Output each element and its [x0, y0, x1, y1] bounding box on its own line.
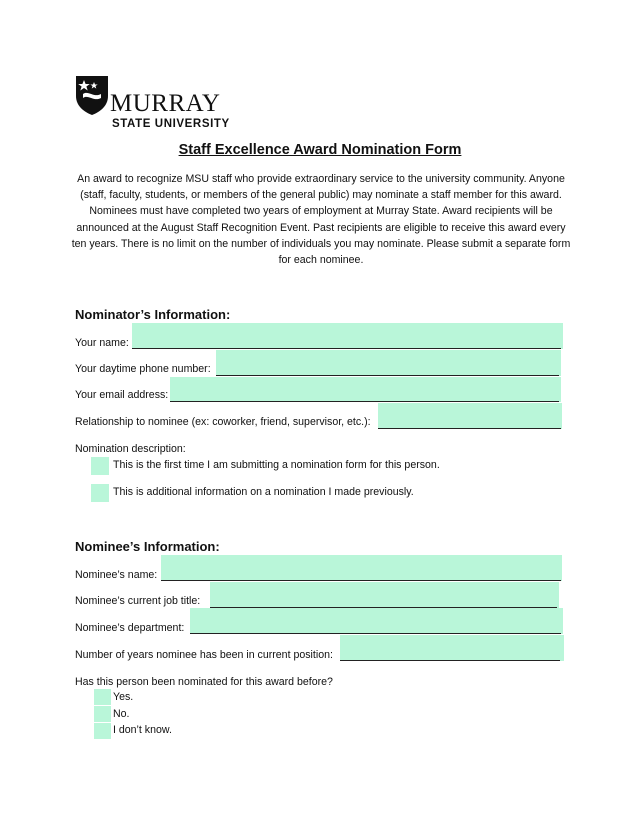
- prior-no-label: No.: [113, 708, 130, 720]
- page-title: Staff Excellence Award Nomination Form: [178, 142, 462, 158]
- description-label: Nomination description:: [75, 443, 186, 455]
- relationship-row: [75, 416, 371, 428]
- underline: [190, 633, 561, 634]
- email-row: [75, 389, 168, 401]
- job-title-row: [75, 595, 200, 607]
- email-label: Your email address:: [75, 389, 169, 401]
- nominee-heading: Nominee’s Information:: [75, 539, 220, 554]
- first-time-option-label: This is the first time I am submitting a nomination form for this person.: [113, 459, 440, 471]
- underline: [170, 401, 559, 402]
- phone-row: [75, 363, 211, 375]
- prior-no-checkbox[interactable]: [94, 706, 111, 722]
- underline: [378, 428, 561, 429]
- logo-subtitle: STATE UNIVERSITY: [112, 118, 230, 130]
- murray-state-logo: [74, 74, 244, 134]
- underline: [132, 348, 561, 349]
- phone-label: Your daytime phone number:: [75, 363, 211, 375]
- years-row: [75, 649, 333, 661]
- underline: [161, 580, 561, 581]
- prior-unknown-label: I don’t know.: [113, 724, 172, 736]
- department-field[interactable]: [190, 608, 563, 634]
- phone-field[interactable]: [216, 350, 561, 376]
- prior-nomination-label: Has this person been nominated for this award before?: [75, 676, 333, 688]
- shield-icon: [74, 74, 110, 116]
- job-title-field[interactable]: [210, 582, 559, 608]
- additional-info-option-label: This is additional information on a nomination I made previously.: [113, 486, 414, 498]
- description-row: [75, 443, 186, 455]
- underline: [216, 375, 559, 376]
- nominee-name-row: [75, 569, 157, 581]
- additional-info-checkbox[interactable]: [91, 484, 109, 502]
- underline: [210, 607, 557, 608]
- prior-yes-label: Yes.: [113, 691, 134, 703]
- underline: [340, 660, 560, 661]
- relationship-label: Relationship to nominee (ex: coworker, friend, supervisor, etc.):: [75, 416, 371, 428]
- email-field[interactable]: [170, 377, 561, 402]
- prior-unknown-checkbox[interactable]: [94, 723, 111, 739]
- relationship-field[interactable]: [378, 403, 562, 429]
- nominee-name-label: Nominee’s name:: [75, 569, 158, 581]
- department-row: [75, 622, 184, 634]
- nominator-heading: Nominator’s Information:: [75, 307, 231, 322]
- prior-yes-checkbox[interactable]: [94, 689, 111, 705]
- first-time-checkbox[interactable]: [91, 457, 109, 475]
- prior-nomination-row: [75, 676, 333, 688]
- intro-paragraph: An award to recognize MSU staff who provide extraordinary service to the university community. Anyone (staff, faculty, students, or members of the general public) may nominate a staff member for this award. Nominees must have completed two years of employment at Murray State. Award recipients will be announced at the August Staff Recognition Event. Past recipients are eligible to receive this award every ten years. There is no limit on the number of individuals you may nominate. Please submit a separate form for each nominee.: [71, 173, 571, 267]
- years-field[interactable]: [340, 635, 564, 661]
- job-title-label: Nominee’s current job title:: [75, 595, 201, 607]
- logo-wordmark: MURRAY: [110, 90, 221, 117]
- your-name-row: [75, 337, 129, 349]
- your-name-label: Your name:: [75, 337, 129, 349]
- department-label: Nominee’s department:: [75, 622, 185, 634]
- nominee-name-field[interactable]: [161, 555, 562, 581]
- your-name-field[interactable]: [132, 323, 563, 349]
- years-label: Number of years nominee has been in current position:: [75, 649, 333, 661]
